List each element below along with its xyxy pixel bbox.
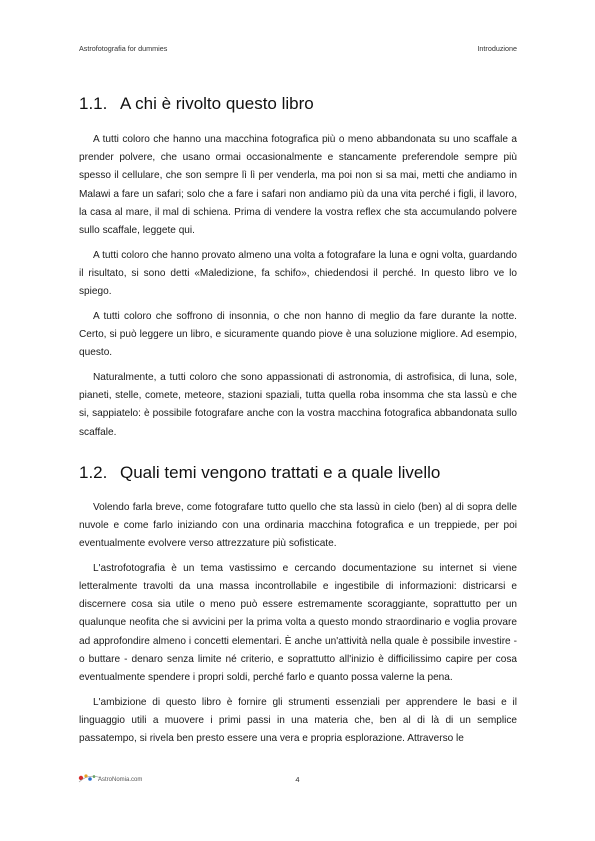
header-chapter-title: Introduzione <box>477 44 517 53</box>
svg-text:AstroNomia.com: AstroNomia.com <box>98 777 143 783</box>
paragraph: Naturalmente, a tutti coloro che sono appassionati di astronomia, di astrofisica, di luna, sole, pianeti, stelle, comete, meteore, stazioni spaziali, tutta quella roba insomma che sta lassù e che si, sappiatelo: è possibile fotografare anche con la vostra macchina fotografica abbandonata sullo scaffale. <box>79 371 517 438</box>
section-number: 1.2. <box>79 462 108 482</box>
section-title: A chi è rivolto questo libro <box>120 94 314 113</box>
section-number: 1.1. <box>79 94 108 113</box>
paragraph: Volendo farla breve, come fotografare tutto quello che sta lassù in cielo (ben) al di sopra delle nuvole e come farlo iniziando con una ordinaria macchina fotografica e un treppiede, per poi eventualmente evolvere verso attrezzature più sofisticate. <box>79 501 517 550</box>
header-book-title: Astrofotografia for dummies <box>79 44 168 53</box>
page-header <box>79 44 517 56</box>
page-content <box>79 92 517 755</box>
section-heading <box>79 461 517 485</box>
paragraph: L'astrofotografia è un tema vastissimo e cercando documentazione su internet si viene letteralmente travolti da una massa incontrollabile e ingestibile di informazioni: districarsi e discernere cosa sia utile o meno può essere estremamente scoraggiante, soprattutto per un qualunque neofita che si avvicini per la prima volta a questo mondo straordinario e voglia provare ad approfondire almeno i concetti elementari. È anche un'attività nella quale è possibile investire - o buttare - denaro senza limite né criterio, e soprattutto all'inizio è difficilissimo capire per cosa eventualmente spendere i propri soldi, perché farlo e quanto possa valerne la pena. <box>79 562 517 684</box>
paragraph: A tutti coloro che hanno provato almeno una volta a fotografare la luna e ogni volta, guardando il risultato, si sono detti «Maledizione, fa schifo», chiedendosi il perché. In questo libro ve lo spiego. <box>79 249 517 298</box>
paragraph: A tutti coloro che hanno una macchina fotografica più o meno abbandonata su uno scaffale a prender polvere, che usano ormai occasionalmente e stancamente preferendole sempre più spesso il cellulare, che son sempre lì lì per venderla, ma poi non si sa mai, metti che andiamo in Malawi a fare un safari; solo che a fare i safari non andiamo più da una vita perché i figli, il lavoro, la casa al mare, il mal di schiena. Prima di vendere la vostra reflex che sta accumulando polvere sullo scaffale, leggete qui. <box>79 134 517 237</box>
section-title: Quali temi vengono trattati e a quale livello <box>120 462 441 482</box>
section-1-2 <box>79 461 517 749</box>
section-1-1 <box>79 92 517 442</box>
section-heading <box>79 92 517 116</box>
paragraph: L'ambizione di questo libro è fornire gli strumenti essenziali per apprendere le basi e il linguaggio utili a muovere i primi passi in una materia che, ben al di là di un semplice passatempo, si rivela ben presto essere una vera e propria esplorazione. Attraverso le <box>79 696 517 745</box>
paragraph: A tutti coloro che soffrono di insonnia, o che non hanno di meglio da fare durante la notte. Certo, si può leggere un libro, e sicuramente quando piove è una soluzione migliore. Ad esempio, questo. <box>79 310 517 359</box>
page-number: 4 <box>295 775 300 784</box>
